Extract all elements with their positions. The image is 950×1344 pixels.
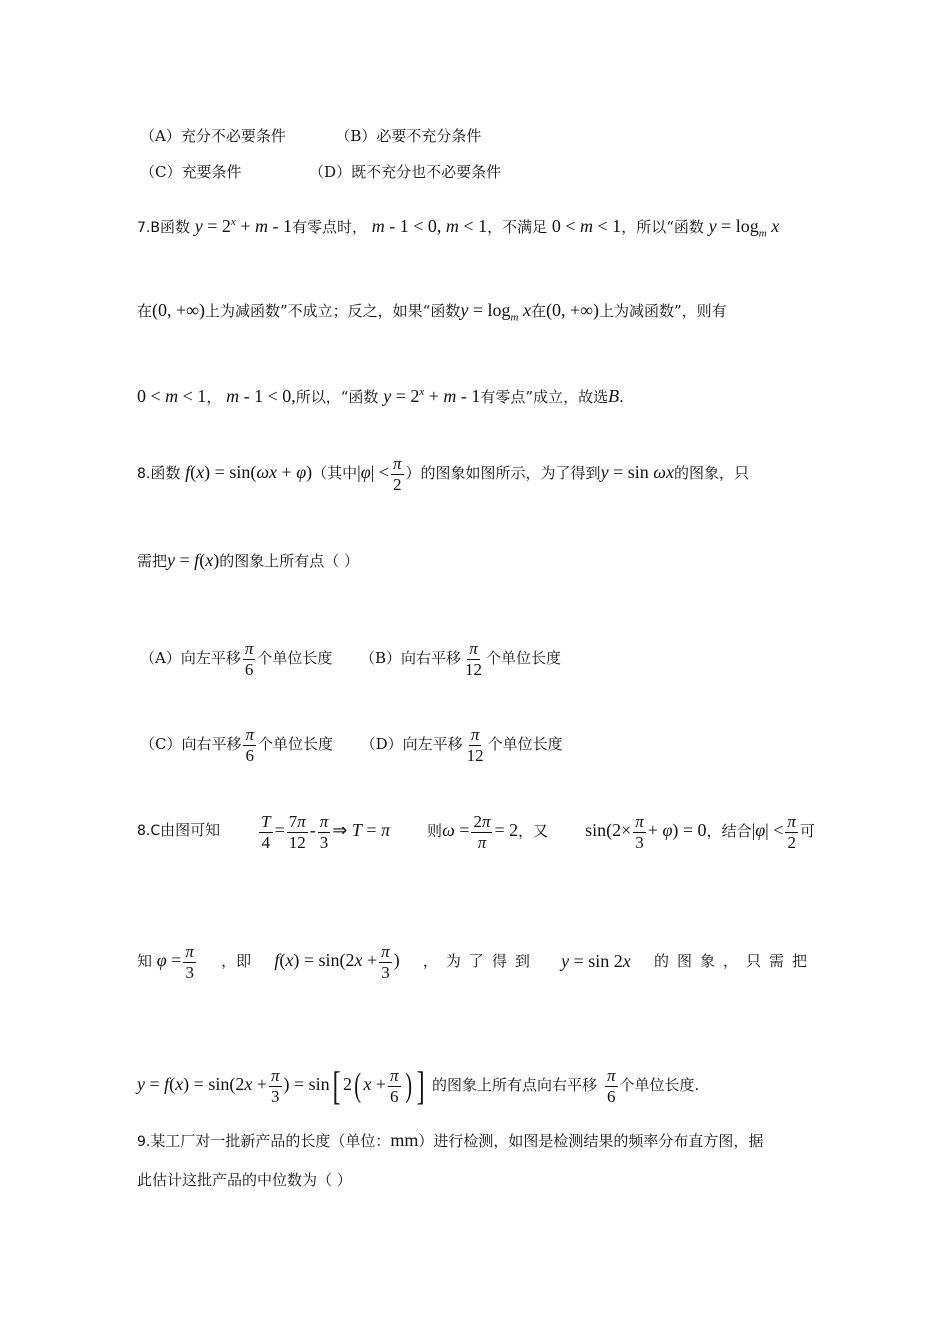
q9-line2 [137, 1170, 352, 1190]
math-expr: f(x) = sin(ωx + φ) [185, 462, 313, 482]
fraction: $\frac{\pi}{3}$ [319, 811, 329, 852]
a8-label: 8.C [137, 823, 161, 839]
fraction: $\frac{\pi}{6}$ [389, 1065, 399, 1106]
a8-seg5: 知 φ = $\frac{\pi}{3}$ [137, 941, 194, 982]
fraction: $\frac{\pi}{3}$ [270, 1065, 280, 1106]
math-expr: $y = \log_m x$ [460, 300, 531, 324]
a8-seg6: f(x) = sin(2x + $\frac{\pi}{3}$ ) [274, 941, 400, 982]
math-expr: y = f(x) = sin(2x + [137, 1074, 267, 1094]
math-expr: x + [363, 1074, 386, 1094]
q6-option-c: （C）充要条件 [140, 163, 242, 181]
q8-text: 的图象，只 [673, 464, 749, 482]
q6-option-b: （B）必要不充分条件 [335, 127, 482, 145]
q8-text: 函数 [150, 464, 181, 482]
a8-text: ，又 [518, 822, 549, 840]
fraction: $\frac{T}{4}$ [261, 811, 271, 852]
bracket-left: [ [332, 1063, 341, 1108]
math-expr: m - 1 < 0, m < 1 [371, 216, 488, 236]
q8-option-a-unit: 个单位长度 [257, 649, 333, 667]
q8-text: （其中 [312, 464, 358, 482]
math-expr: (0, +∞) [152, 300, 205, 320]
a8-line1 [137, 808, 815, 853]
q7-line1 [137, 212, 779, 244]
q7-text: 有零点”成立，故选 [480, 388, 609, 406]
a8-seg4: sin(2× $\frac{\pi}{3}$ + φ) = 0，结合|φ| < $\frac{\pi}{2}$ 可 [585, 811, 815, 852]
a8-text: 的图象上所有点向右平移 [431, 1076, 597, 1094]
q7-text: ，不满足 [487, 218, 548, 236]
q8-options-row1 [140, 636, 561, 680]
q9-text: 某工厂对一批新产品的长度（单位： [150, 1132, 391, 1150]
fraction: $\frac{\pi}{6}$ [245, 724, 255, 765]
a8-text: 由图可知 [160, 821, 221, 839]
paren-right: ) [404, 1067, 412, 1104]
q8-option-b-unit: 个单位长度 [485, 649, 561, 667]
a8-text: ，为了得到 [422, 951, 538, 970]
fraction: $\frac{\pi}{3}$ [185, 941, 194, 982]
a8-text: 可 [799, 822, 815, 840]
q6-options-row1 [140, 126, 481, 146]
q8-option-d: （D）向左平移 [360, 735, 463, 753]
paren-left: ( [354, 1067, 362, 1104]
q8-line2 [137, 550, 359, 571]
q9-line1 [137, 1130, 763, 1152]
fraction: $\frac{\pi}{6}$ [244, 638, 254, 679]
q7-text: 上为减函数”，则有 [598, 302, 727, 320]
q7-text: 所以，“函数 [295, 388, 379, 406]
a8-seg3: 则ω = $\frac{2\pi}{\pi}$ = 2，又 [427, 811, 549, 852]
q6-options-row2 [140, 162, 501, 182]
q9-unit: mm [390, 1130, 419, 1150]
q7-text: ， [206, 388, 222, 406]
fraction: $\frac{\pi}{12}$ [464, 638, 482, 679]
q8-option-a: （A）向左平移 [140, 649, 241, 667]
math-expr: $y = 2^x + m - 1$ [383, 386, 481, 406]
math-expr: 0 < m < 1 [137, 386, 207, 406]
math-expr: B [608, 386, 620, 406]
a8-seg1 [137, 808, 220, 853]
a8-text: 的图象，只需把 [653, 951, 815, 970]
q8-options-row2 [140, 722, 563, 766]
math-expr: m - 1 < 0, [226, 386, 296, 406]
fraction: $\frac{\pi}{3}$ [381, 941, 390, 982]
bracket-right: ] [416, 1063, 425, 1108]
q6-option-a: （A）充分不必要条件 [140, 127, 286, 145]
q8-option-c: （C）向右平移 [140, 735, 242, 753]
math-expr: (0, +∞) [545, 300, 599, 320]
math-expr: = $2^x + m - 1$ [202, 216, 292, 236]
q7-line3: 0 < m < 1， m - 1 < 0,所以，“函数 $y = 2^x + m - 1$有零点”成立，故选B. [137, 386, 624, 406]
fraction: $\frac{\pi}{3}$ [635, 811, 644, 852]
a8-text: ，即 [221, 951, 252, 970]
q7-text: ，所以“函数 [621, 218, 704, 236]
q7-line2 [137, 300, 727, 328]
math-expr: y = f(x) [167, 550, 220, 570]
q8-text: 需把 [137, 552, 168, 570]
fraction: $\frac{2\pi}{\pi}$ [473, 811, 491, 852]
a8-line2 [137, 938, 815, 983]
q7-text: 函数 [159, 218, 190, 236]
q9-text: ）进行检测，如图是检测结果的频率分布直方图，据 [418, 1132, 764, 1150]
math-expr: y = sin ωx [600, 462, 674, 482]
q8-option-d-unit: 个单位长度 [487, 735, 563, 753]
fraction: $\frac{\pi}{6}$ [606, 1065, 616, 1106]
q8-line1 [137, 450, 749, 496]
q9-text: 此估计这批产品的中位数为（ ） [137, 1171, 352, 1189]
q6-option-d: （D）既不充分也不必要条件 [309, 163, 502, 181]
a8-text: ，结合 [706, 822, 752, 840]
q7-text: 在 [530, 302, 546, 320]
fraction: $\frac{\pi}{2}$ [393, 453, 402, 494]
math-expr: 2 [343, 1074, 352, 1094]
q8-label: 8. [137, 466, 151, 482]
math-expr: y [194, 216, 203, 236]
math-expr: |φ| < [357, 462, 390, 482]
q8-option-b: （B）向右平移 [359, 649, 461, 667]
math-expr: 0 < m < 1 [551, 216, 622, 236]
q8-text: ）的图象如图所示，为了得到 [405, 464, 601, 482]
math-expr: y = sin 2x [561, 950, 631, 971]
q7-text: 有零点时， [291, 218, 367, 236]
q7-text: 上为减函数”不成立；反之，如果“函数 [205, 302, 461, 320]
fraction: $\frac{\pi}{12}$ [466, 724, 484, 765]
a8-line3 [137, 1054, 699, 1115]
q7-text: 在 [137, 302, 153, 320]
a8-seg2: $\frac{T}{4}$ = $\frac{7\pi}{12}$ - $\frac{\pi}{3}$ ⇒ T = π [261, 811, 391, 852]
fraction: $\frac{7\pi}{12}$ [288, 811, 306, 852]
fraction: $\frac{\pi}{2}$ [787, 811, 796, 852]
math-expr: ) = sin [283, 1074, 330, 1094]
a8-text: 则 [427, 822, 443, 840]
q9-label: 9. [137, 1134, 151, 1150]
q7-label: 7.B [137, 220, 160, 236]
q8-text: 的图象上所有点（ ） [219, 552, 359, 570]
q8-option-c-unit: 个单位长度 [258, 735, 334, 753]
a8-text: 个单位长度. [619, 1076, 700, 1094]
a8-text: 知 [137, 952, 153, 970]
math-expr: $y = \log_m x$ [708, 216, 780, 240]
